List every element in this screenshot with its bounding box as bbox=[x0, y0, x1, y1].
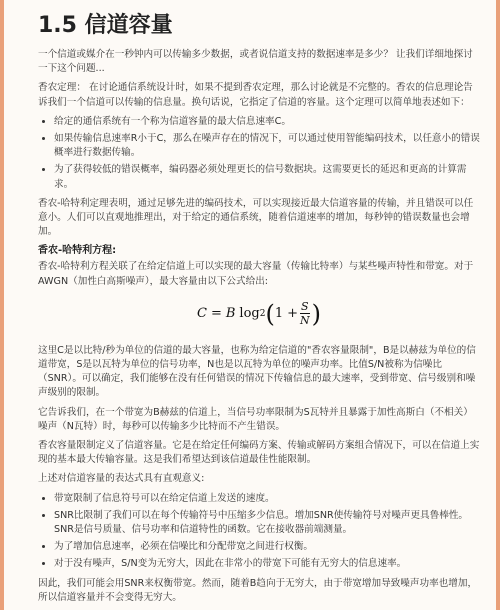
hartley-heading: 香农-哈特利方程: bbox=[38, 245, 117, 257]
formula-fraction bbox=[300, 300, 310, 327]
formula-s: S bbox=[301, 300, 309, 314]
list-item: • 如果传输信息速率R小于C，那么在噪声存在的情况下，可以通过使用智能编码技术，以任意小的错误概率进行数据传输。 bbox=[54, 132, 480, 160]
formula-b: B bbox=[225, 306, 236, 322]
noise-paragraph: 它告诉我们，在一个带宽为B赫兹的信道上，当信号功率限制为S瓦特并且暴露于加性高斯白（不相关）噪声（N瓦特）时，每秒可以传输多少比特而不产生错误。 bbox=[38, 406, 473, 432]
limit-paragraph: 香农容量限制定义了信道容量。它是在给定任何编码方案、传输或解码方案组合情况下，可以在信道上实现的基本最大传输容量。这是我们希望达到该信道最佳性能限制。 bbox=[38, 440, 480, 466]
intro-paragraph: 一个信道或媒介在一秒钟内可以传输多少数据，或者说信道支持的数据速率是多少？ 让我们详细地探讨一下这个问题... bbox=[38, 49, 473, 75]
shannon-points-list bbox=[38, 115, 480, 192]
hartley-paragraph: 香农-哈特利定理表明，通过足够先进的编码技术，可以实现接近最大信道容量的传输，并且错误可以任意小。人们可以直观地推理出，对于给定的通信系统，随着信道速率的增加，每秒钟的错误数量也会增加。 bbox=[38, 197, 474, 238]
list-item: • 带宽限制了信息符号可以在给定信道上发送的速度。 bbox=[54, 492, 480, 506]
formula-description: 这里C是以比特/秒为单位的信道的最大容量，也称为给定信道的"香农容量限制"，B是以赫兹为单位的信道带宽，S是以瓦特为单位的信号功率，N也是以瓦特为单位的噪声功率。比值S/N被称为信噪比（SNR）。可以确定，我们能够在没有任何错误的情况下传输信息的最大速率，受到带宽、信号级别和噪声级别的限制。 bbox=[38, 344, 476, 399]
shannon-theorem-paragraph: 香农定理： 在讨论通信系统设计时，如果不提到香农定理，那么讨论就是不完整的。香农的信息理论告诉我们一个信道可以传输的信息量。换句话说，它指定了信道的容量。这个定理可以简单地表述如下： bbox=[38, 82, 473, 108]
meaning-points-list bbox=[38, 492, 480, 572]
conclusion-paragraph: 因此，我们可能会用SNR来权衡带宽。然而，随着B趋向于无穷大，由于带宽增加导致噪声功率也增加，所以信道容量并不会变得无穷大。 bbox=[38, 577, 478, 603]
formula-open-paren: ( bbox=[265, 299, 275, 328]
page-title: 1.5 信道容量 bbox=[38, 13, 173, 38]
list-item: • 为了增加信息速率，必须在信噪比和分配带宽之间进行权衡。 bbox=[54, 540, 480, 554]
formula-equals: = bbox=[210, 306, 222, 322]
formula-plus: + bbox=[287, 306, 299, 322]
hartley-description: 香农-哈特利方程关联了在给定信道上可以实现的最大容量（传输比特率）与某些噪声特性和带宽。对于AWGN（加性白高斯噪声），最大容量由以下公式给出: bbox=[38, 261, 474, 287]
capacity-formula bbox=[38, 294, 480, 334]
formula-log-base: 2 bbox=[259, 308, 266, 319]
list-item: • SNR比限制了我们可以在每个传输符号中压缩多少信息。增加SNR使传输符号对噪声更具鲁棒性。SNR是信号质量、信号功率和信道特性的函数。它在接收器前端测量。 bbox=[54, 509, 480, 537]
list-item: • 对于没有噪声，S/N变为无穷大，因此在非常小的带宽下可能有无穷大的信息速率。 bbox=[54, 557, 480, 571]
meaning-intro: 上述对信道容量的表达式具有直观意义: bbox=[38, 473, 205, 485]
list-item: • 为了获得较低的错误概率，编码器必须处理更长的信号数据块。这需要更长的延迟和更高的计算需求。 bbox=[54, 163, 480, 191]
formula-close-paren: ) bbox=[311, 299, 322, 328]
formula-c: C bbox=[196, 306, 207, 322]
formula-n: N bbox=[300, 314, 310, 328]
formula-log: log bbox=[239, 306, 260, 322]
list-item: • 给定的通信系统有一个称为信道容量的最大信息速率C。 bbox=[54, 115, 480, 129]
formula-one: 1 bbox=[274, 306, 284, 322]
